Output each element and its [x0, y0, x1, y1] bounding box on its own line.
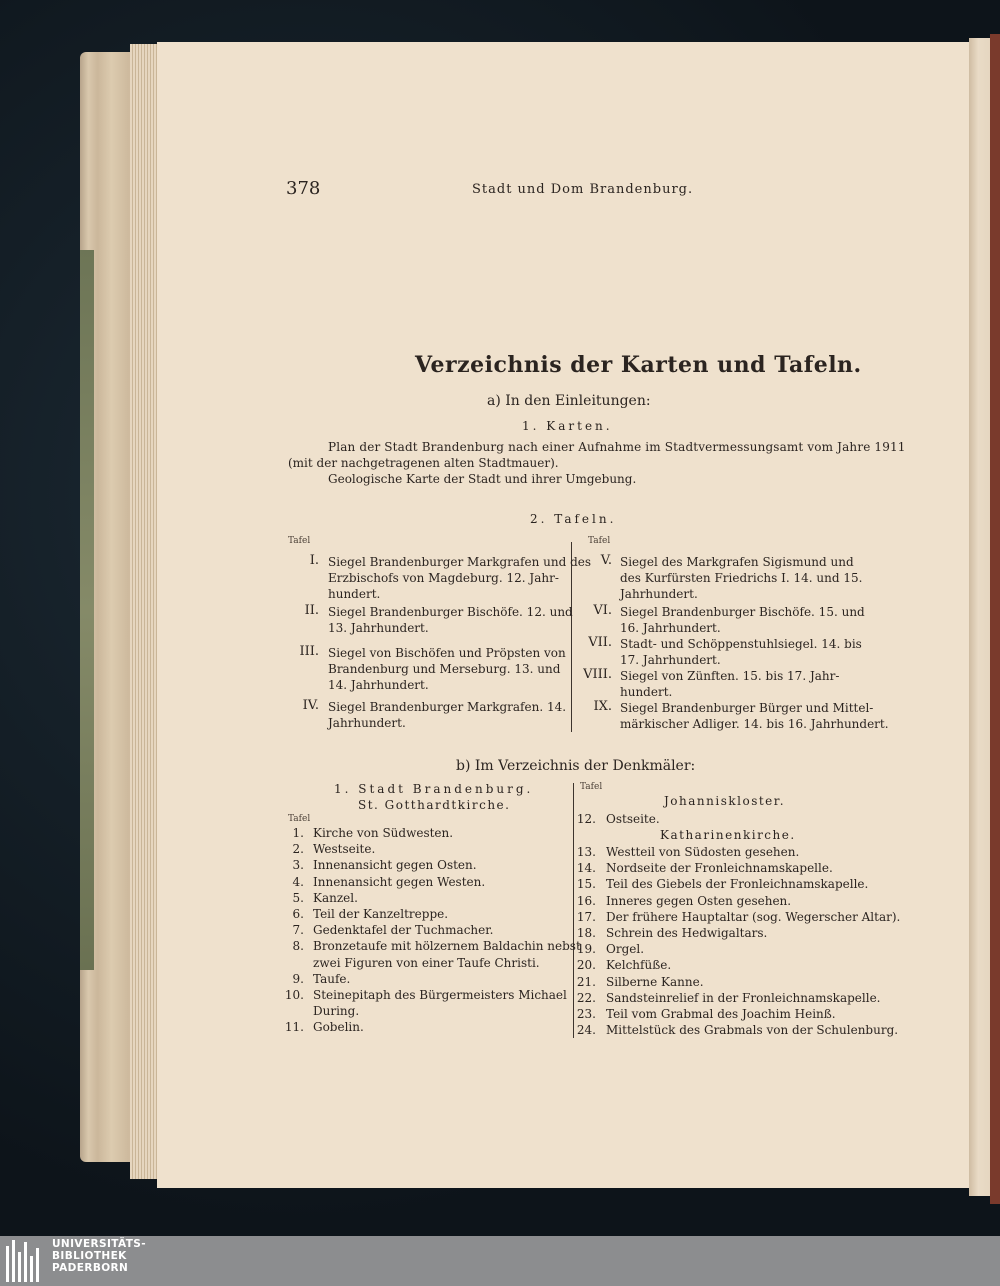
denkmal-number: 19. [576, 942, 596, 957]
tafel-number: V. [600, 553, 612, 568]
denkmal-number: 24. [576, 1023, 596, 1038]
denkmal-text: Kanzel. [313, 890, 358, 905]
karten-heading: 1. Karten. [522, 419, 613, 433]
denkmal-text: zwei Figuren von einer Taufe Christi. [313, 955, 540, 970]
denkmal-number: 21. [576, 974, 596, 989]
book-cover-edge [990, 34, 1000, 1204]
denkmal-number: 1. [292, 826, 304, 840]
tafel-entry-line: Jahrhundert. [620, 587, 698, 601]
tafel-number: IX. [593, 699, 612, 714]
denkmal-text: Mittelstück des Grabmals von der Schulenburg. [606, 1023, 899, 1038]
page-number: 378 [286, 178, 321, 199]
tafel-entry-line: Siegel Brandenburger Markgrafen. 14. [328, 700, 567, 714]
denkmal-text: During. [313, 1004, 360, 1019]
denkmal-number: 7. [292, 923, 304, 938]
tafel-entry-line: Siegel Brandenburger Bischöfe. 12. und [328, 605, 573, 619]
tafeln-heading: 2. Tafeln. [530, 512, 617, 526]
denkmal-number: 8. [292, 939, 304, 954]
tafel-number: III. [299, 644, 319, 659]
denkmal-text: Kelchfüße. [606, 958, 672, 973]
footer-bar [0, 1236, 1000, 1286]
denkmal-number: 23. [576, 1007, 596, 1021]
denkmal-text: Gedenktafel der Tuchmacher. [313, 923, 494, 938]
tafel-entry-line: Siegel des Markgrafen Sigismund und [620, 555, 854, 569]
tafel-entry-line: 14. Jahrhundert. [328, 678, 429, 692]
logo-line: UNIVERSITÄTS- [52, 1238, 147, 1250]
tafel-entry-line: Siegel von Zünften. 15. bis 17. Jahr- [620, 669, 840, 683]
denkmal-text: Ostseite. [606, 812, 660, 826]
denkmaeler-left-heading-1: 1. Stadt Brandenburg. [334, 782, 534, 796]
tafel-label-b-right: Tafel [580, 782, 603, 792]
tafel-entry-line: Siegel von Bischöfen und Pröpsten von [328, 646, 566, 660]
tafel-entry-line: hundert. [328, 587, 381, 601]
denkmal-number: 18. [576, 926, 596, 940]
tafel-label-b-left: Tafel [288, 814, 311, 824]
denkmal-text: Gobelin. [313, 1020, 364, 1035]
denkmaeler-left-heading-2: St. Gotthardtkirche. [358, 798, 511, 812]
running-title: Stadt und Dom Brandenburg. [472, 182, 694, 197]
tafel-number: II. [304, 603, 319, 618]
logo-line: BIBLIOTHEK [52, 1250, 127, 1262]
denkmal-number: 15. [576, 877, 596, 892]
denkmal-text: Teil vom Grabmal des Joachim Heinß. [606, 1007, 836, 1021]
denkmal-number: 6. [292, 907, 304, 921]
denkmal-text: Orgel. [606, 942, 645, 957]
tafel-entry-line: 13. Jahrhundert. [328, 621, 429, 635]
denkmal-text: Westseite. [313, 842, 376, 857]
denkmal-text: Teil des Giebels der Fronleichnamskapelle. [606, 877, 869, 892]
denkmal-text: Bronzetaufe mit hölzernem Baldachin nebst [313, 939, 581, 954]
denkmal-text: Steinepitaph des Bürgermeisters Michael [313, 988, 567, 1002]
karten-line-2: (mit der nachgetragenen alten Stadtmauer). [288, 456, 559, 470]
tafel-number: VI. [593, 603, 612, 618]
denkmal-text: Sandsteinrelief in der Fronleichnamskapelle. [606, 990, 881, 1005]
denkmal-number: 16. [576, 893, 596, 908]
denkmaeler-right-heading-1: Johanniskloster. [664, 794, 786, 808]
denkmal-text: Westteil von Südosten gesehen. [606, 845, 800, 859]
denkmal-text: Teil der Kanzeltreppe. [313, 907, 449, 921]
tafel-label-right: Tafel [588, 536, 611, 546]
denkmal-number: 14. [576, 861, 596, 876]
tafel-entry-line: 17. Jahrhundert. [620, 653, 721, 667]
tafel-entry-line: märkischer Adliger. 14. bis 16. Jahrhundert. [620, 717, 889, 731]
book-spine [80, 250, 94, 970]
denkmal-number: 9. [292, 971, 304, 986]
section-b-heading: b) Im Verzeichnis der Denkmäler: [456, 758, 696, 774]
denkmal-text: Innenansicht gegen Westen. [313, 874, 486, 889]
denkmal-text: Nordseite der Fronleichnamskapelle. [606, 861, 833, 876]
denkmaeler-right-heading-2: Katharinenkirche. [660, 828, 796, 842]
page-edges [130, 44, 160, 1179]
section-a-heading: a) In den Einleitungen: [487, 393, 651, 409]
tafel-number: VIII. [583, 667, 612, 682]
tafel-number: I. [309, 553, 319, 568]
tafel-entry-line: Erzbischofs von Magdeburg. 12. Jahr- [328, 571, 559, 585]
denkmal-number: 4. [292, 874, 304, 889]
tafel-entry-line: des Kurfürsten Friedrichs I. 14. und 15. [620, 571, 863, 585]
tafel-entry-line: Stadt- und Schöppenstuhlsiegel. 14. bis [620, 637, 862, 651]
denkmal-text: Taufe. [313, 971, 351, 986]
logo-line: PADERBORN [52, 1262, 129, 1274]
denkmal-number: 20. [576, 958, 596, 973]
tafel-entry-line: Siegel Brandenburger Bischöfe. 15. und [620, 605, 865, 619]
denkmal-number: 3. [292, 858, 304, 873]
denkmal-text: Silberne Kanne. [606, 974, 704, 989]
denkmal-number: 5. [292, 890, 304, 905]
library-logo-icon [6, 1240, 46, 1282]
denkmal-text: Innenansicht gegen Osten. [313, 858, 477, 873]
karten-line-1: Plan der Stadt Brandenburg nach einer Aufnahme im Stadtvermessungsamt vom Jahre 1911 [328, 440, 906, 454]
tafel-number: IV. [302, 698, 319, 713]
tafel-number: VII. [588, 635, 612, 650]
denkmal-number: 17. [576, 909, 596, 924]
denkmal-number: 12. [576, 812, 596, 826]
page-title: Verzeichnis der Karten und Tafeln. [415, 352, 862, 378]
denkmal-number: 10. [284, 988, 304, 1002]
tafel-entry-line: hundert. [620, 685, 673, 699]
denkmal-number: 22. [576, 990, 596, 1005]
tafel-entry-line: 16. Jahrhundert. [620, 621, 721, 635]
denkmal-number: 2. [292, 842, 304, 857]
karten-line-3: Geologische Karte der Stadt und ihrer Umgebung. [328, 472, 637, 486]
denkmal-text: Der frühere Hauptaltar (sog. Wegerscher Altar). [606, 909, 901, 924]
denkmal-text: Kirche von Südwesten. [313, 826, 454, 840]
library-logo-text [52, 1238, 146, 1274]
denkmal-text: Inneres gegen Osten gesehen. [606, 893, 792, 908]
tafel-entry-line: Siegel Brandenburger Bürger und Mittel- [620, 701, 874, 715]
denkmal-number: 13. [576, 845, 596, 859]
denkmal-number: 11. [284, 1020, 304, 1035]
tafel-entry-line: Jahrhundert. [328, 716, 406, 730]
denkmal-text: Schrein des Hedwigaltars. [606, 926, 768, 940]
tafel-entry-line: Brandenburg und Merseburg. 13. und [328, 662, 561, 676]
tafel-label-left: Tafel [288, 536, 311, 546]
tafel-entry-line: Siegel Brandenburger Markgrafen und des [328, 555, 592, 569]
